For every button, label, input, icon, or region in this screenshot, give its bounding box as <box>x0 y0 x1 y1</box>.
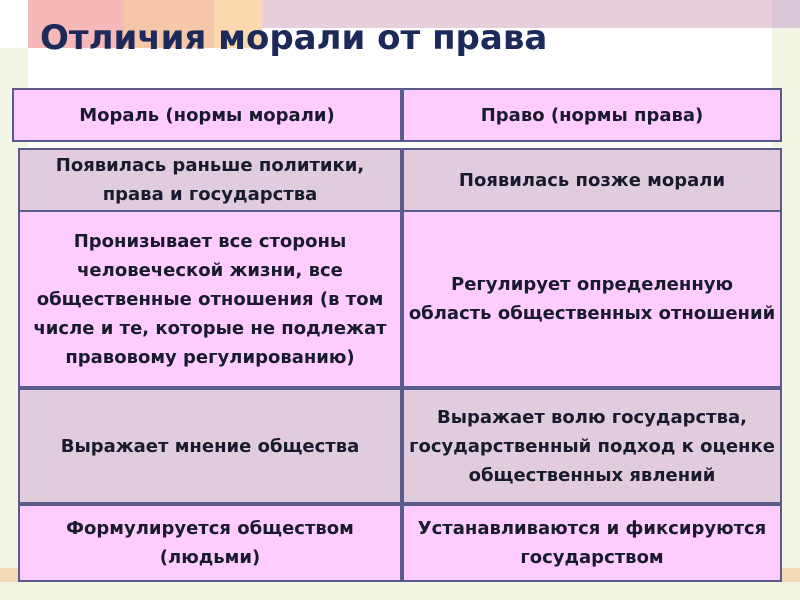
cell-law-scope <box>402 210 782 388</box>
cell-law-will <box>402 388 782 504</box>
header-law-label: Право (нормы права) <box>480 104 704 126</box>
header-law <box>402 88 782 142</box>
cell-text: Пронизывает все стороны человеческой жизни, все общественные отношения (в том числе и те, которые не подлежат правовому регулированию) <box>33 230 387 368</box>
cell-text: Появилась раньше политики, права и государства <box>55 155 365 205</box>
cell-morality-will <box>18 388 402 504</box>
cell-text: Выражает волю государства, государственный подход к оценке общественных явлений <box>409 406 775 486</box>
cell-law-author <box>402 504 782 582</box>
cell-text: Выражает мнение общества <box>60 435 360 457</box>
slide-title: Отличия морали от права <box>40 18 548 58</box>
cell-text: Появилась позже морали <box>458 169 726 191</box>
cell-text: Устанавливаются и фиксируются государством <box>417 518 767 568</box>
cell-text: Формулируется обществом (людьми) <box>66 518 354 568</box>
header-morality <box>12 88 402 142</box>
cell-law-origin <box>402 148 782 212</box>
cell-morality-origin <box>18 148 402 212</box>
cell-morality-author <box>18 504 402 582</box>
cell-text: Регулирует определенную область общественных отношений <box>408 274 776 324</box>
decor-block <box>0 0 28 48</box>
decor-stripe <box>0 582 800 600</box>
cell-morality-scope <box>18 210 402 388</box>
header-morality-label: Мораль (нормы морали) <box>79 104 335 126</box>
decor-block <box>772 0 800 28</box>
